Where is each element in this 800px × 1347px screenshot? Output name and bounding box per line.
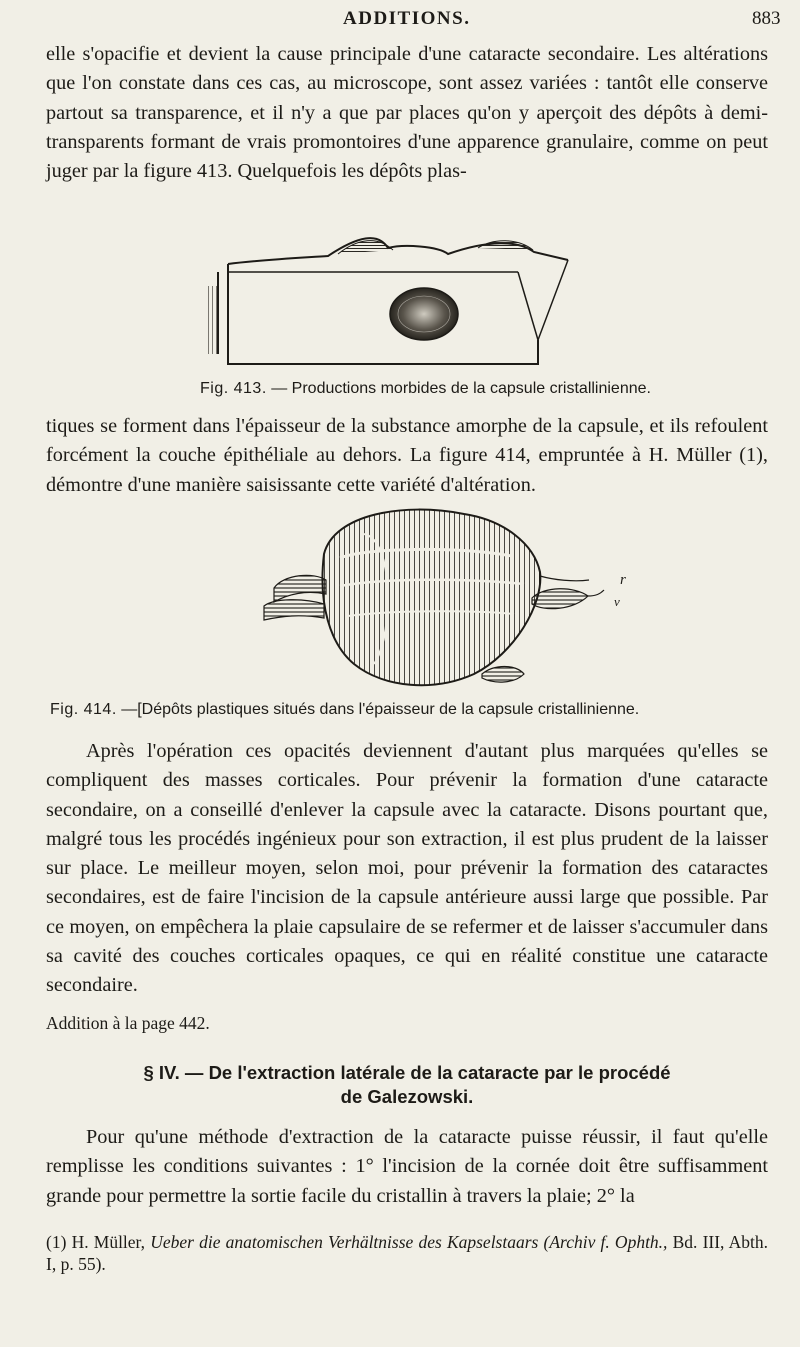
section-title-line-2: de Galezowski. <box>340 1086 474 1107</box>
page-number: 883 <box>752 8 781 29</box>
footnote-title: Ueber die anatomischen Verhältnisse des Kapselstaars <box>150 1232 539 1252</box>
running-title: ADDITIONS. <box>343 8 471 29</box>
paragraph-1: elle s'opacifie et devient la cause principale d'une cataracte secondaire. Les altérations que l'on constate dans ces cas, au microscope, sont assez variées : tantôt elle conserve partout sa transparence, et il n'y a que par places qu'on y aperçoit des dépôts à demi-transparents formant de vrais promontoires d'une apparence granulaire, comme on peut juger par la figure 413. Quelquefois les dépôts plas- <box>46 43 768 183</box>
figure-414-letter-r: r <box>620 572 626 588</box>
figure-414-illustration <box>244 494 624 696</box>
paragraph-2: tiques se forment dans l'épaisseur de la substance amorphe de la capsule, et ils refoulent forcément la couche épithéliale au dehors. La figure 414, empruntée à H. Müller (1), démontre d'une manière saisissante cette variété d'altération. <box>46 415 768 496</box>
paragraph-4: Pour qu'une méthode d'extraction de la cataracte puisse réussir, il faut qu'elle remplisse les conditions suivantes : 1° l'incision de la cornée doit être suffisamment grande pour permettre la sortie facile du cristallin à travers la plaie; 2° la <box>46 1126 768 1207</box>
footnote-author: H. Müller, <box>71 1232 146 1252</box>
paragraph-3: Après l'opération ces opacités deviennent d'autant plus marquées qu'elles se compliquent des masses corticales. Pour prévenir la formation d'une cataracte secondaire, on a conseillé d'enlever la capsule avec la cataracte. Disons pourtant que, malgré tous les procédés ingénieux pour son extraction, il est plus prudent de la laisser sur place. Le meilleur moyen, selon moi, pour prévenir la formation des cataractes secondaires, est de faire l'incision de la capsule antérieure aussi large que possible. Par ce moyen, on empêchera la plaie capsulaire de se refermer et de laisser s'accumuler dans sa cavité des couches corticales opaques, ce qui en réalité constitue une cataracte secondaire. <box>46 740 768 997</box>
figure-413-caption <box>200 379 651 399</box>
addition-note: Addition à la page 442. <box>46 1013 210 1033</box>
figure-414-letter-v: v <box>614 594 620 609</box>
figure-413-label: Fig. 413. <box>200 380 267 397</box>
figure-413-illustration <box>188 232 624 368</box>
figure-414-caption-text: —[Dépôts plastiques situés dans l'épaisseur de la capsule cristallinienne. <box>121 701 640 718</box>
footnote <box>46 1232 768 1275</box>
figure-413-caption-text: — Productions morbides de la capsule cristallinienne. <box>271 380 651 397</box>
page-header <box>0 6 800 36</box>
figure-414-caption <box>50 700 639 720</box>
footnote-journal: (Archiv f. Ophth., <box>543 1232 668 1252</box>
section-title-line-1: § IV. — De l'extraction latérale de la cataracte par le procédé <box>143 1062 671 1083</box>
figure-414-label: Fig. 414. <box>50 701 117 718</box>
footnote-number: (1) <box>46 1232 67 1252</box>
footnote-details: Bd. III, Abth. I, p. 55). <box>46 1232 769 1274</box>
